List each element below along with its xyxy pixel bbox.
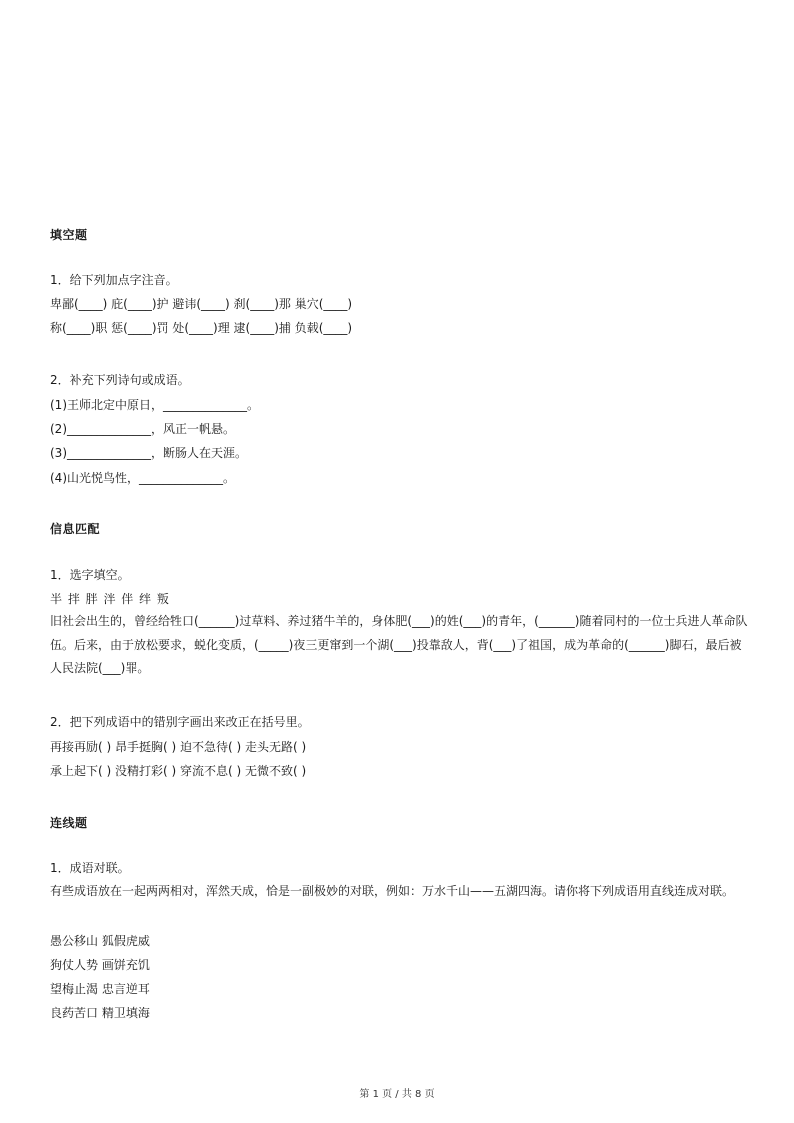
- question-title: 2．把下列成语中的错别字画出来改正在括号里。: [50, 715, 310, 729]
- question-line: 卑鄙(____) 庇(____)护 避讳(____) 刹(____)那 巢穴(____): [50, 297, 353, 311]
- question-title: 2．补充下列诗句或成语。: [50, 373, 190, 387]
- page-footer: 第 1 页 / 共 8 页: [359, 1089, 435, 1100]
- question-line: 再接再励( ) 昂手挺胸( ) 迫不急待( ) 走头无路( ): [50, 740, 307, 754]
- pair-line: 望梅止渴 忠言逆耳: [50, 982, 150, 996]
- question-title: 1．给下列加点字注音。: [50, 273, 178, 287]
- question-chars: 半 拌 胖 泮 伴 绊 叛: [50, 592, 170, 606]
- question-line: 称(____)职 惩(____)罚 处(____)理 逮(____)捕 负载(____): [50, 321, 353, 335]
- question-line: (3)______________，断肠人在天涯。: [50, 446, 247, 460]
- section-title-matching: 连线题: [50, 816, 88, 830]
- pair-line: 良药苦口 精卫填海: [50, 1006, 150, 1020]
- question-line: (4)山光悦鸟性，______________。: [50, 471, 235, 485]
- section-title-fill-blank: 填空题: [50, 228, 88, 242]
- question-line: (2)______________，风正一帆悬。: [50, 422, 235, 436]
- question-description: 有些成语放在一起两两相对，浑然天成，恰是一副极妙的对联，例如：万水千山——五湖四海。请你将下列成语用直线连成对联。: [50, 884, 735, 898]
- section-title-info-match: 信息匹配: [50, 522, 101, 536]
- pair-line: 愚公移山 狐假虎威: [50, 934, 150, 948]
- question-line: (1)王师北定中原日，______________。: [50, 398, 259, 412]
- question-title: 1．成语对联。: [50, 861, 130, 875]
- question-title: 1．选字填空。: [50, 568, 130, 582]
- pair-line: 狗仗人势 画饼充饥: [50, 958, 150, 972]
- question-paragraph: 旧社会出生的，曾经给牲口(______)过草料、养过猪牛羊的，身体肥(___)的姓(___)的青年，(______)随着同村的一位士兵进人革命队伍。后来，由于放松要求，蜕化变质，(_____)夜三更窜到一个湖(___)投靠敌人，背(___)了祖国，成为革命的(______)脚石，最后被人民法院(___)罪。: [50, 614, 748, 675]
- question-line: 承上起下( ) 没精打彩( ) 穿流不息( ) 无微不致( ): [50, 764, 307, 778]
